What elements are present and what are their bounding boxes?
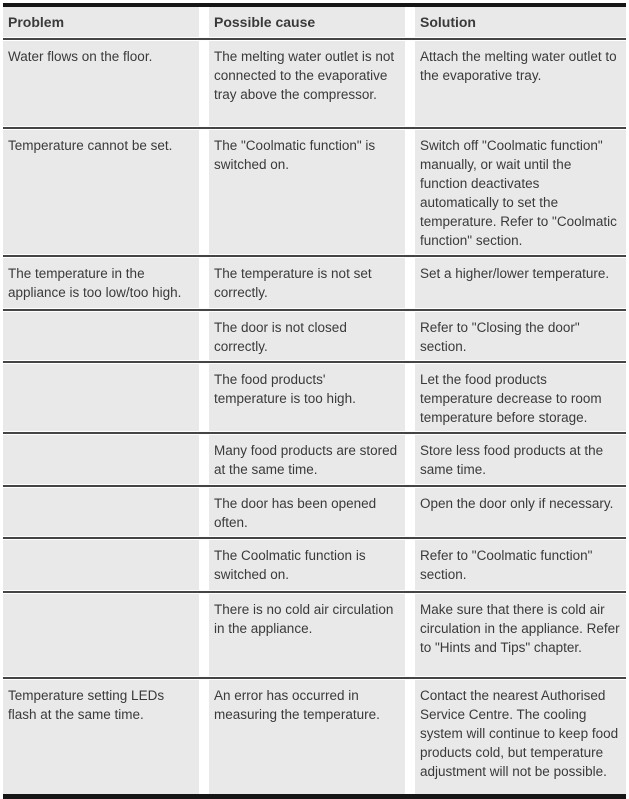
row-divider xyxy=(3,255,626,257)
table-row xyxy=(3,41,626,126)
table-header-row xyxy=(3,7,626,37)
cause-cell: The door has been opened often. xyxy=(209,488,405,536)
solution-cell: Open the door only if necessary. xyxy=(415,488,626,536)
table-row xyxy=(3,594,626,676)
solution-cell: Store less food products at the same time. xyxy=(415,435,626,484)
solution-cell: Attach the melting water outlet to the evaporative tray. xyxy=(415,41,626,126)
solution-cell: Switch off "Coolmatic function" manually, or wait until the function deactivates automatically to set the temperature. Refer to "Coolmatic function" section. xyxy=(415,130,626,254)
table-row xyxy=(3,680,626,794)
troubleshooting-table xyxy=(3,3,626,799)
cause-cell: The food products' temperature is too high. xyxy=(209,364,405,431)
table-row xyxy=(3,488,626,536)
cause-cell: Many food products are stored at the same time. xyxy=(209,435,405,484)
problem-cell: Temperature setting LEDs flash at the same time. xyxy=(3,680,199,794)
solution-cell: Refer to "Coolmatic function" section. xyxy=(415,540,626,590)
cause-cell: There is no cold air circulation in the appliance. xyxy=(209,594,405,676)
problem-cell: Temperature cannot be set. xyxy=(3,130,199,254)
row-divider xyxy=(3,432,626,434)
problem-cell xyxy=(3,594,199,676)
column-header-problem: Problem xyxy=(3,7,199,37)
column-header-possible-cause: Possible cause xyxy=(209,7,405,37)
table-row xyxy=(3,312,626,360)
table-row xyxy=(3,540,626,590)
column-header-solution: Solution xyxy=(415,7,626,37)
cause-cell: The "Coolmatic function" is switched on. xyxy=(209,130,405,254)
solution-cell: Make sure that there is cold air circulation in the appliance. Refer to "Hints and Tips" chapter. xyxy=(415,594,626,676)
problem-cell xyxy=(3,435,199,484)
table-row xyxy=(3,258,626,308)
table-row xyxy=(3,435,626,484)
cause-cell: The door is not closed correctly. xyxy=(209,312,405,360)
header-divider xyxy=(3,38,626,40)
solution-cell: Contact the nearest Authorised Service Centre. The cooling system will continue to keep food products cold, but temperature adjustment will not be possible. xyxy=(415,680,626,794)
row-divider xyxy=(3,485,626,487)
problem-cell: Water flows on the floor. xyxy=(3,41,199,126)
cause-cell: An error has occurred in measuring the temperature. xyxy=(209,680,405,794)
problem-cell xyxy=(3,488,199,536)
row-divider xyxy=(3,127,626,129)
problem-cell xyxy=(3,312,199,360)
cause-cell: The melting water outlet is not connected to the evaporative tray above the compressor. xyxy=(209,41,405,126)
solution-cell: Set a higher/lower temperature. xyxy=(415,258,626,308)
row-divider xyxy=(3,537,626,539)
problem-cell xyxy=(3,364,199,431)
row-divider xyxy=(3,591,626,593)
cause-cell: The temperature is not set correctly. xyxy=(209,258,405,308)
table-row xyxy=(3,364,626,431)
solution-cell: Refer to "Closing the door" section. xyxy=(415,312,626,360)
table-body xyxy=(3,41,626,794)
problem-cell: The temperature in the appliance is too low/too high. xyxy=(3,258,199,308)
row-divider xyxy=(3,309,626,311)
solution-cell: Let the food products temperature decrease to room temperature before storage. xyxy=(415,364,626,431)
row-divider xyxy=(3,677,626,679)
problem-cell xyxy=(3,540,199,590)
table-row xyxy=(3,130,626,254)
cause-cell: The Coolmatic function is switched on. xyxy=(209,540,405,590)
table-bottom-border xyxy=(3,794,626,799)
row-divider xyxy=(3,361,626,363)
